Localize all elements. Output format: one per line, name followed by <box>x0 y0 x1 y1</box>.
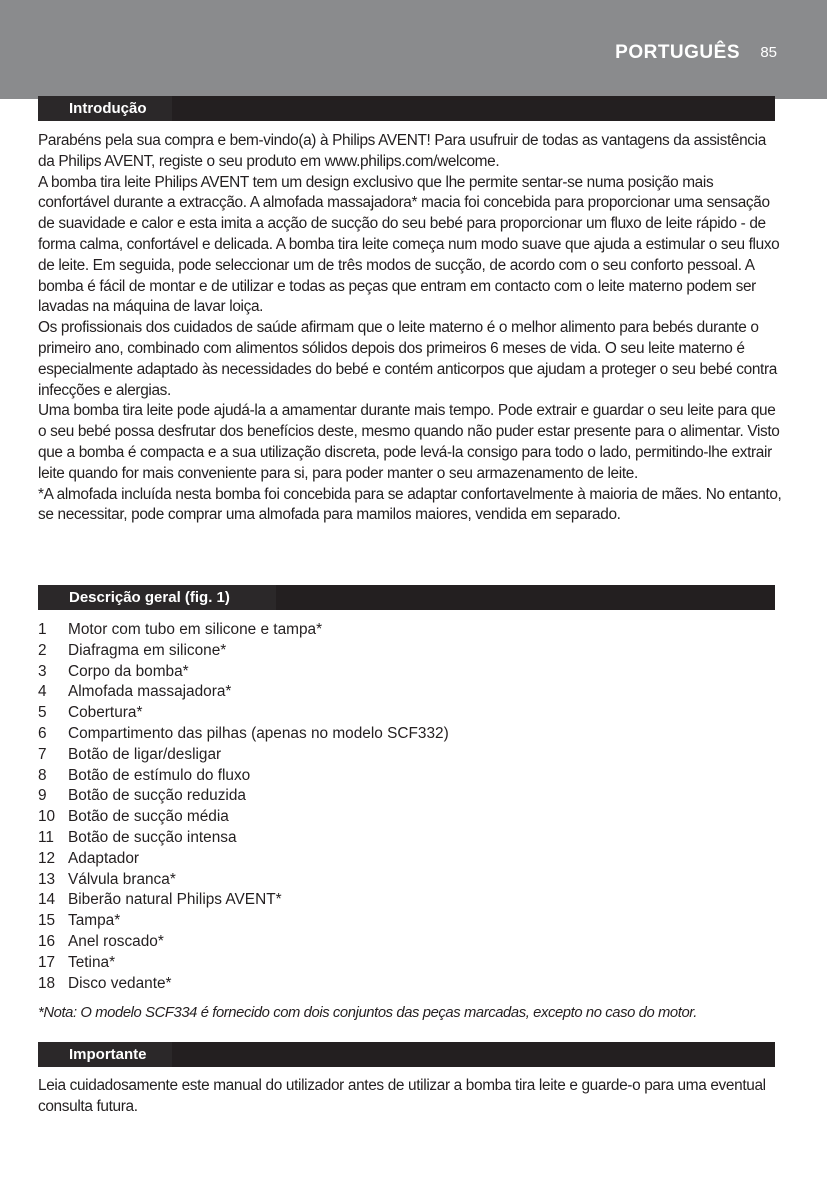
list-item-label: Disco vedante* <box>68 974 172 992</box>
list-item-label: Almofada massajadora* <box>68 683 232 701</box>
section-bar-intro <box>38 96 775 121</box>
list-item <box>38 974 738 995</box>
intro-paragraph: Uma bomba tira leite pode ajudá-la a amamentar durante mais tempo. Pode extrair e guardar o seu leite para que o seu bebé possa desfrutar dos benefícios deste, mesmo quando não puder estar presente para o alimentar. Visto que a bomba é compacta e a sua utilização discreta, pode levá-la consigo para todo o lado, permitindo-lhe extrair leite quando for mais conveniente para si, para poder manter o seu armazenamento de leite. <box>38 402 780 482</box>
list-item <box>38 890 738 911</box>
list-item <box>38 641 738 662</box>
list-item-label: Diafragma em silicone* <box>68 641 227 659</box>
list-item <box>38 953 738 974</box>
list-item-number: 14 <box>38 891 56 909</box>
list-item-number: 5 <box>38 704 47 722</box>
list-item-number: 8 <box>38 766 47 784</box>
header-language: PORTUGUÊS <box>615 42 740 63</box>
list-item-label: Botão de sucção intensa <box>68 828 237 846</box>
section-bar-important <box>38 1042 775 1067</box>
list-item-label: Corpo da bomba* <box>68 662 189 680</box>
list-item-label: Botão de sucção reduzida <box>68 787 246 805</box>
list-item-number: 4 <box>38 683 47 701</box>
list-item <box>38 911 738 932</box>
list-item <box>38 828 738 849</box>
list-item-number: 7 <box>38 745 47 763</box>
intro-paragraph: *A almofada incluída nesta bomba foi concebida para se adaptar confortavelmente à maioria de mães. No entanto, se necessitar, pode comprar uma almofada para mamilos maiores, vendida em separado. <box>38 485 782 524</box>
list-item-number: 10 <box>38 808 56 826</box>
intro-text <box>38 131 783 526</box>
page-header <box>0 0 827 99</box>
list-item <box>38 620 738 641</box>
list-item <box>38 724 738 745</box>
page-number: 85 <box>760 44 777 61</box>
list-item-label: Válvula branca* <box>68 870 176 888</box>
list-item-label: Biberão natural Philips AVENT* <box>68 891 282 909</box>
list-item-label: Adaptador <box>68 849 140 867</box>
list-item <box>38 703 738 724</box>
list-item-number: 3 <box>38 662 47 680</box>
list-item-label: Motor com tubo em silicone e tampa* <box>68 621 323 638</box>
list-item-label: Botão de sucção média <box>68 808 229 826</box>
section-title-overview: Descrição geral (fig. 1) <box>38 585 276 610</box>
list-item-label: Cobertura* <box>68 704 143 722</box>
list-item-number: 15 <box>38 912 56 930</box>
intro-paragraph: A bomba tira leite Philips AVENT tem um design exclusivo que lhe permite sentar-se numa posição mais confortável durante a extracção. A almofada massajadora* macia foi concebida para proporcionar uma sensação de suavidade e calor e esta imita a acção de sucção do seu bebé para proporcionar um fluxo de leite rápido - de forma calma, confortável e delicada. A bomba tira leite começa num modo suave que ajuda a estimular o seu fluxo de leite. Em seguida, pode seleccionar um de três modos de sucção, de acordo com o seu conforto pessoal. A bomba é fácil de montar e de utilizar e todas as peças que entram em contacto com o leite materno podem ser lavadas na máquina de lavar loiça. <box>38 173 780 316</box>
list-item-label: Anel roscado* <box>68 932 164 950</box>
list-item <box>38 849 738 870</box>
list-item-label: Compartimento das pilhas (apenas no modelo SCF332) <box>68 724 449 742</box>
important-text <box>38 1076 783 1118</box>
list-item-number: 13 <box>38 870 56 888</box>
list-item <box>38 807 738 828</box>
list-item-label: Botão de ligar/desligar <box>68 745 222 763</box>
list-item <box>38 766 738 787</box>
list-item-number: 2 <box>38 641 47 659</box>
list-item-label: Tetina* <box>68 953 116 971</box>
list-item-label: Botão de estímulo do fluxo <box>68 766 251 784</box>
intro-paragraph: Os profissionais dos cuidados de saúde afirmam que o leite materno é o melhor alimento para bebés durante o primeiro ano, combinado com alimentos sólidos depois dos primeiros 6 meses de vida. O seu leite materno é especialmente adaptado às necessidades do bebé e contém anticorpos que ajudam a proteger o seu bebé contra infecções e alergias. <box>38 319 777 399</box>
list-item-number: 12 <box>38 849 56 867</box>
list-item-number: 16 <box>38 932 56 950</box>
list-item-number: 11 <box>38 828 54 846</box>
list-item <box>38 662 738 683</box>
list-item <box>38 745 738 766</box>
list-item-number: 17 <box>38 953 56 971</box>
list-item-number: 6 <box>38 724 47 742</box>
parts-list <box>38 620 738 994</box>
list-item <box>38 786 738 807</box>
list-item <box>38 682 738 703</box>
intro-paragraph: Parabéns pela sua compra e bem-vindo(a) à Philips AVENT! Para usufruir de todas as vantagens da assistência da Philips AVENT, registe o seu produto em www.philips.com/welcome. <box>38 132 766 170</box>
list-item <box>38 932 738 953</box>
list-item-number: 9 <box>38 787 47 805</box>
list-item-label: Tampa* <box>68 912 121 930</box>
section-bar-overview <box>38 585 775 610</box>
list-item-number: 1 <box>38 621 47 638</box>
important-paragraph: Leia cuidadosamente este manual do utilizador antes de utilizar a bomba tira leite e guarde-o para uma eventual consulta futura. <box>38 1077 766 1115</box>
overview-note: *Nota: O modelo SCF334 é fornecido com dois conjuntos das peças marcadas, excepto no caso do motor. <box>38 1005 697 1021</box>
section-title-intro: Introdução <box>38 96 172 121</box>
section-title-important: Importante <box>38 1042 172 1067</box>
list-item <box>38 870 738 891</box>
list-item-number: 18 <box>38 974 56 992</box>
